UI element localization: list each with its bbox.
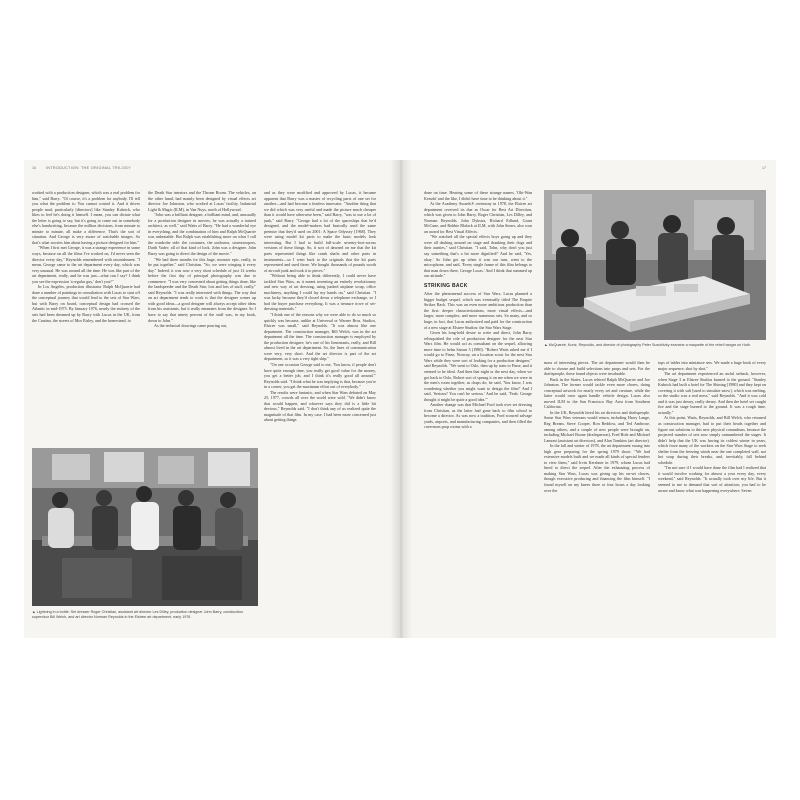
right-page: [400, 160, 776, 638]
section-heading: STRIKING BACK: [424, 282, 468, 289]
page-number-left: 16: [32, 166, 36, 170]
maquette-photo: [544, 190, 766, 340]
paragraph: done on time. Hearing some of these strange names, 'Obi-Wan Kenobi' and the like, I didn't have time to be thinking about it.": [424, 190, 532, 201]
left-photo-caption: ▲ Lightning in a bottle: Set dresser Roger Christian, assistant art director Les Dilley, production designer John Barry, construction supervisor Bill Welch, and art director Norman Reynolds in the Elstree art department, early 1976.: [32, 610, 244, 619]
paragraph: and as they were modified and approved by Lucas, it became apparent that Barry was a master of recycling parts of one set for another—and had become a fearless innovator. "Another thing that we did which was very useful and made the picture much cheaper than it would have otherwise been," said Barry, "was to use a lot of junk," said Barry. "George had a lot of the spaceships that he'd designed, and the model-makers had basically used the same premise that they'd used on 2001: A Space Odyssey [1968]. They were using model kit parts to make the basic models look interesting. But I had to build full-scale seventy-foot-across versions of these things. So, it sort of dawned on me that the kit parts represented things like crank shafts and other parts in instruments—so I went back to the originals that the kit parts represented and used those. We bought thousands of pounds worth of aircraft junk and took it to pieces.": [264, 190, 376, 273]
paragraph: tops of tables into miniature sets. We made a huge book of every major sequence, shot by shot.": [658, 360, 766, 371]
paragraph: The results were fantastic, and when Star Wars debuted on May 25, 1977, crowds all over the world were wild. "We didn't know that would happen, and whoever says they did is a little bit devious," Reynolds said. "I don't think any of us realized quite the magnitude of that film. In my case, I had been more concerned just about getting things: [264, 389, 376, 423]
page-number-right: 17: [762, 166, 766, 170]
left-column-1: [32, 190, 140, 323]
paragraph: "I'm not sure if I would have done the film had I realized that it would involve working for almost a year every day, every weekend," said Reynolds. "It actually took over my life. But it seemed to me to demand that sort of attention; you had to be aware and know what was happening everywhere. Seven: [658, 465, 766, 493]
right-column-2: [544, 360, 650, 630]
paragraph: "John was a brilliant designer, a brilliant mind, and, unusually for a production designer in movies, he was actually a trained architect, as well," said Watts of Barry. "He had a wonderful eye in everything, and the combination of him and Ralph McQuarrie was unbeatable. But Ralph was establishing more on what I call the wardrobe side: the costumes, the uniforms, stormtroopers, Darth Vader; all of that kind of look. John was a designer. John Barry was going to direct the design of the movie.": [148, 212, 256, 257]
left-column-3: [264, 190, 376, 630]
paragraph: The art department experienced an awful setback, however, when Stage 3 at Elstree Studios burned to the ground. "Stanley Kubrick had built a hotel for The Shining [1980] and they kept on covering it with salt [used to simulate snow], which was melting, so the studio was a real mess," said Reynolds. "And it was cold and it was just dreary, really dreary. And then the hotel set caught fire and the stage burned to the ground. It was a rough time, actually.": [658, 371, 766, 415]
paragraph: "When I first met George, it was a strange experience in some ways, because on all the films I've worked on, I'd never seen the director every day," Reynolds remembered with astonishment. "I mean, George came to the art department every day, which was very unusual. He was around all the time. He was like part of the art department, really, and he was just—what can I say? I think you see the expression 'a regular guy,' don't you?": [32, 245, 140, 284]
book-spread: [24, 160, 776, 638]
paragraph: As the technical drawings came pouring out,: [154, 323, 228, 329]
paragraph: "We watched all the special effects boys going up and they were all dashing around on stage and thanking their dogs and their aunties," said Christian. "I said, 'John, why don't you just say something that's a bit more dignified?' And he said, 'Yes, okay.' So John got up when it was our turn, went to the microphone, and said, 'Every single frame of this film belongs to that man down there, George Lucas.' And I think that summed up our attitude.": [424, 234, 532, 279]
paragraph: worked with a production designer, which was a real problem for him," said Barry. "Of course, it's a problem for anybody. I'll tell you what the problem is: You cannot control it. And it drives people mad, particularly [directors] like Stanley Kubrick, who likes to feel he's doing it himself. I mean, you can dictate what the letter is going to say, but it's going to come out in somebody else's handwriting, because the million decisions, from minute to minute to minute, all make a difference. That's the sort of situation. And George is very aware of watchable images. So that's what worries him about having a picture designed for him.": [32, 190, 140, 245]
paragraph: Another change was that Michael Ford took over set dressing from Christian, as the latter had gone back to film school to become a director. As was now a tradition, Ford scoured salvage yards, airports, and manufacturing companies, and then filled the cavernous prop rooms with a: [424, 402, 532, 430]
paragraph: In the UK, Reynolds hired his art directors and draftspeople. Some Star Wars veterans would return, including Harry Lange, Reg Bream, Steve Cooper, Ron Beddow, and Ted Ambrose, among others, and a couple of new people were brought on, including Michael Boone (draftsperson), Fred Hole and Michael Lamont (assistant art directors), and Alan Tomkins (art director).: [544, 409, 650, 443]
paragraph: Back in the States, Lucas rehired Ralph McQuarrie and Joe Johnston. The former would tackle even more chores, doing conceptual artwork for nearly every set and creature, while the latter would once again handle vehicle design. Lucas also moved ILM to the San Francisco Bay Area from Southern California.: [544, 376, 650, 410]
paragraph: mass of interesting pieces. The art department would then be able to choose and build selections into props and sets. For the draftspeople, these found objects were invaluable.: [544, 360, 650, 377]
left-page: [24, 160, 400, 638]
paragraph: the Death Star interiors and the Throne Room. The vehicles, on the other hand, had mainly been designed by visual effects art director Joe Johnston, who worked at Lucas' facility, Industrial Light & Magic (ILM), in Van Nuys, north of Hollywood.: [148, 190, 256, 212]
book-gutter: [390, 160, 412, 638]
running-head: INTRODUCTION: THE ORIGINAL TRILOGY: [46, 166, 132, 170]
paragraph: After the phenomenal success of Star Wars, Lucas planned a bigger budget sequel, which was eventually titled The Empire Strikes Back. This was an even more ambitious production than the first: deeper characterizations, more visual effects—and larger, more complex, and more numerous sets. So many, and so huge, in fact, that Lucas authorized and paid for the construction of a new stage at Elstree Studios: the Star Wars Stage.: [424, 291, 532, 330]
paragraph: "Without being able to think differently, I could never have tackled Star Wars, as it meant inventing an entirely revolutionary and new way of art dressing, using junked airplane scrap, office machinery, anything I could lay my hands on," said Christian. "I was lucky because they'd closed down a telephone exchange, so I had the buyer purchase everything. It was a treasure trove of set-dressing materials.": [264, 273, 376, 312]
art-department-photo: [32, 448, 258, 606]
right-column-1: [424, 190, 532, 630]
right-column-3: [658, 360, 766, 630]
paragraph: "I think one of the reasons why we were able to do so much so quickly was because, unlike at Universal or Warner Bros. Studios, Elstree was small," said Reynolds. "It was almost like one department. The construction manager, Bill Welch, was in the art department all the time. The construction manager is employed by the production designer; he's one of his lieutenants, really, and Bill almost lived in the art department. So, the lines of communication were very, very short. And the art director is part of the art department, so it was a very tight ship.": [264, 312, 376, 362]
right-photo-caption: ▲ McQuarrie, Kurtz, Reynolds, and director of photography Peter Suschitzky examine a maquette of the rebel hangar on Hoth.: [544, 343, 751, 347]
paragraph: In Los Angeles, production illustrator Ralph McQuarrie had done a number of paintings in consultation with Lucas to start off the conceptual journey that would lead to the sets of Star Wars; but with Barry on board, conceptual design had crossed the Atlantic in mid-1975. By January 1976, nearly the entirety of the sets had been dreamed up by Barry with Lucas in the UK, from the Cantina, the streets of Mos Eisley, and the homestead, to: [32, 284, 140, 323]
paragraph: "On one occasion George said to me, 'You know, if people don't have quite enough time, you really get good value for the money, you get a better job, and I think it's really good all around,'" Reynolds said. "I think what he was implying is that, because you're in a corner, you get the maximum effort out of everybody.": [264, 361, 376, 390]
paragraph: Given his long-held desire to write and direct, John Barry relinquished the role of production designer for the next Star Wars film. He would act as consultant on the sequel, allowing more time to helm Saturn 3 (1980). "Robert Watts asked me if I would go to Finse, Norway, on a location scout for the next Star Wars while they were sort of looking for a production designer," said Reynolds. "We went to Oslo, then up by train to Finse, and it seemed to be ideal. And then that night or the next day, when we got back to Oslo, Robert sort of sprung it on me when we were in the men's room together, as chaps do; he said, 'You know, I was wondering whether you might want to design the film?' And I said, 'Serious? You can't be serious.' And he said, 'Yeah. George thought it might be quite a good idea.'": [424, 330, 532, 402]
paragraph: "We had three months for this huge, monster epic, really, to be put together," said Christian. "So, we were winging it every day." Indeed, it was now a very short schedule of just 12 weeks before the first day of principal photography was due to commence. "I was very concerned about getting things done, like the landspeeder and the Death Star; lots and lots of stuff, really," said Reynolds. "I was really interested with things. The way that an art department tends to work is that the designer comes up with good ideas—a good designer will always accept other ideas from his assistants, but it really emanates from the designer. So I have to say that ninety percent of the stuff was, in my book, down to John.": [148, 256, 256, 323]
paragraph: At this point, Watts, Reynolds, and Bill Welch, who returned as construction manager, had to put their heads together and figure out solutions to this new physical conundrum, because the projected number of sets now simply outnumbered the stages. It didn't help that the UK was having its coldest winter in years, which froze many of the workers on the Star Wars Stage to seek shelter from the freezing winds near the one completed wall, not hot soup during their breaks, and, inevitably, fall behind schedule.: [658, 415, 766, 465]
paragraph: At the Academy Awards® ceremony in 1978, the Elstree art department received its due as Oscar for Best Art Direction, which was given to John Barry, Roger Christian, Les Dilley, and Norman Reynolds. John Dykstra, Richard Edlund, Grant McCune, and Robbie Blalack at ILM, with John Stears, also won an award for Best Visual Effects.: [424, 201, 532, 234]
paragraph: In the fall and winter of 1978, the art department swung into high gear preparing for the spring 1979 shoot. "We had extensive models built and we made all kinds of special fenders to view them," said Irvin Kershner in 1979, whom Lucas had hired to direct the sequel. After the exhausting process of making Star Wars, Lucas was giving up his on-set chores, though executive producing and financing the film himself. "I found myself on my knees three or four hours a day looking over the: [544, 443, 650, 493]
left-column-2: [148, 190, 256, 329]
